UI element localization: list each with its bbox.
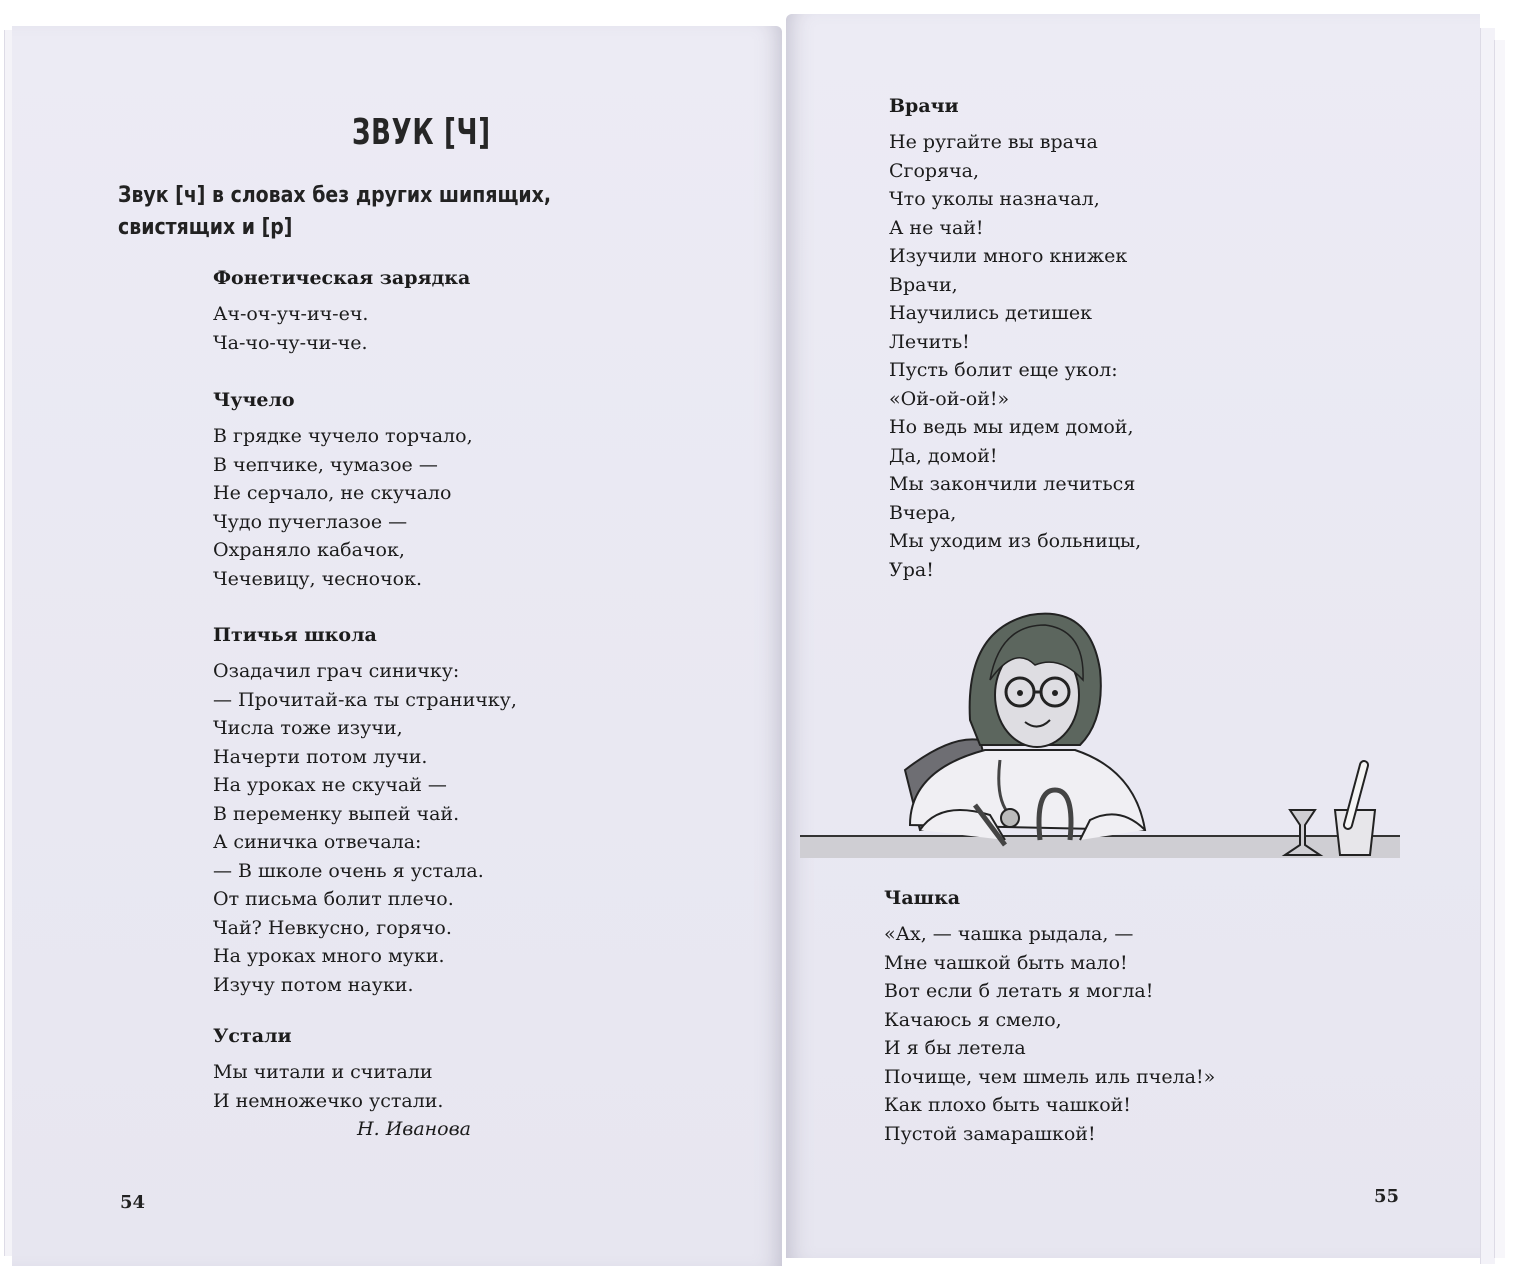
poem-line: Мы уходим из больницы, — [889, 530, 1142, 552]
section-subtitle: Звук [ч] в словах без других шипящих, свистящих и [р] — [118, 183, 552, 240]
poem-line: На уроках много муки. — [213, 945, 445, 967]
page-title: ЗВУК [Ч] — [352, 112, 491, 153]
poem-line: А не чай! — [889, 216, 984, 239]
poem-line: — В школе очень я устала. — [213, 859, 484, 882]
poem-line: Но ведь мы идем домой, — [889, 416, 1134, 438]
poem-line: На уроках не скучай — — [213, 774, 447, 796]
poem-line: Не серчало, не скучало — [213, 482, 452, 504]
poem-line: Как плохо быть чашкой! — [884, 1094, 1131, 1116]
poem-heading: Врачи — [889, 95, 959, 117]
poem-line: А синичка отвечала: — [213, 831, 422, 853]
poem-heading: Птичья школа — [213, 624, 377, 646]
poem-phonetic-warmup — [213, 264, 470, 357]
poem-line: Ура! — [889, 558, 934, 581]
poem-line: Врачи, — [889, 273, 958, 296]
poem-line: Ач-оч-уч-ич-еч. — [213, 303, 369, 325]
poem-heading: Фонетическая зарядка — [213, 267, 471, 289]
poem-line: И немножечко устали. — [213, 1089, 444, 1112]
poem-line: Лечить! — [889, 330, 970, 353]
poem-ustali — [213, 1022, 475, 1144]
poem-line: Вчера, — [889, 501, 957, 524]
poem-ptichya-shkola — [213, 621, 517, 999]
poem-line: — Прочитай-ка ты страничку, — [213, 688, 517, 711]
poem-line: В переменку выпей чай. — [213, 802, 460, 825]
doctor-illustration — [800, 600, 1400, 870]
right-page-edges — [1480, 28, 1495, 1264]
poem-line: Начерти потом лучи. — [213, 745, 428, 768]
poem-line: И я бы летела — [884, 1037, 1026, 1059]
poem-line: Ча-чо-чу-чи-че. — [213, 331, 368, 354]
poem-line: Вот если б летать я могла! — [884, 980, 1154, 1002]
poem-line: Чай? Невкусно, горячо. — [213, 916, 452, 939]
poem-line: Сгоряча, — [889, 159, 980, 182]
poem-line: Что уколы назначал, — [889, 188, 1100, 210]
poem-line: Мы читали и считали — [213, 1061, 433, 1083]
poem-heading: Чучело — [213, 389, 295, 411]
poem-line: Мы закончили лечиться — [889, 473, 1136, 495]
poem-line: Изучу потом науки. — [213, 973, 414, 996]
poem-line: Мне чашкой быть мало! — [884, 951, 1128, 974]
poem-line: Чечевицу, чесночок. — [213, 567, 423, 590]
poem-line: «Ой-ой-ой!» — [889, 387, 1010, 410]
poem-line: Не ругайте вы врача — [889, 131, 1098, 153]
poem-heading: Устали — [213, 1025, 292, 1047]
poem-line: Качаюсь я смело, — [884, 1008, 1062, 1031]
poem-line: Почище, чем шмель иль пчела!» — [884, 1065, 1216, 1088]
page-number-left: 54 — [120, 1192, 146, 1213]
poem-line: Научились детишек — [889, 302, 1092, 324]
poem-line: Пусть болит еще укол: — [889, 359, 1118, 381]
poem-heading: Чашка — [884, 887, 961, 909]
poem-vrachi — [889, 92, 1141, 584]
poem-chuchelo — [213, 386, 473, 593]
poem-line: «Ах, — чашка рыдала, — — [884, 923, 1134, 945]
right-page-edges-back — [1494, 40, 1505, 1258]
poem-line: Да, домой! — [889, 444, 998, 467]
page-number-right: 55 — [1374, 1186, 1400, 1207]
poem-line: От письма болит плечо. — [213, 888, 454, 910]
poem-line: В грядке чучело торчало, — [213, 425, 473, 447]
poem-line: Изучили много книжек — [889, 245, 1128, 267]
poem-author: Н. Иванова — [357, 1118, 471, 1140]
poem-line: Числа тоже изучи, — [213, 717, 403, 739]
poem-line: Охраняло кабачок, — [213, 539, 405, 561]
poem-line: Пустой замарашкой! — [884, 1122, 1096, 1145]
poem-line: Озадачил грач синичку: — [213, 660, 460, 682]
poem-chashka — [884, 884, 1215, 1148]
poem-line: Чудо пучеглазое — — [213, 510, 408, 533]
poem-line: В чепчике, чумазое — — [213, 453, 438, 476]
